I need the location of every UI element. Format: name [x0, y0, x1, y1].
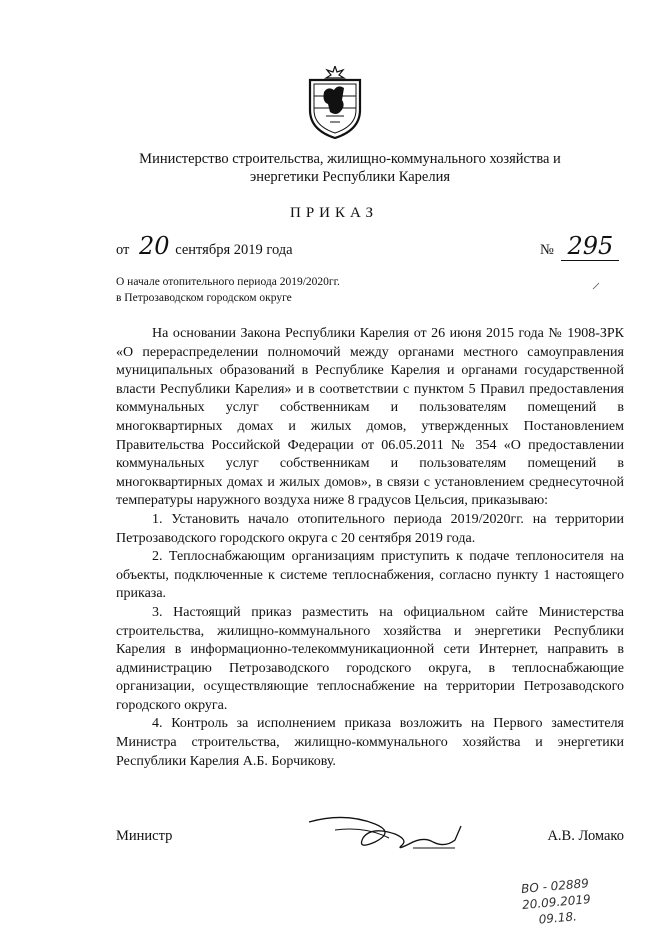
number-prefix: № [540, 242, 554, 258]
order-date [116, 232, 293, 260]
order-item-4: 4. Контроль за исполнением приказа возложить на Первого заместителя Министра строительства, жилищно-коммунального хозяйства и энергетики Республики Карелия А.Б. Борчикову. [116, 716, 624, 769]
intro-paragraph: На основании Закона Республики Карелия от 26 июня 2015 года № 1908-ЗРК «О перераспределении полномочий между органами местного самоуправления муниципальных образований в Республике Карелия и органами государственной власти Республики Карелия» и в соответствии с пунктом 5 Правил предоставления коммунальных услуг собственникам и пользователям помещений в многоквартирных домах и жилых домов, утвержденных Постановлением Правительства Российской Федерации от 06.05.2011 № 354 «О предоставлении коммунальных услуг собственникам и пользователям помещений в многоквартирных домах и жилых домов», в связи с установлением среднесуточной температуры наружного воздуха ниже 8 градусов Цельсия, приказываю: [116, 326, 624, 509]
date-day-handwritten: 20 [139, 232, 170, 260]
stamp-date: 20.09.2019 [521, 892, 592, 912]
signatory-position: Министр [116, 828, 173, 844]
order-item-3: 3. Настоящий приказ разместить на официальном сайте Министерства строительства, жилищно-коммунального хозяйства и энергетики Республики Карелия в информационно-телекоммуникационной сети Интернет, направить в администрацию Петрозаводского городского округа, в теплоснабжающие организации, осуществляющие теплоснабжение на территории Петрозаводского городского округа. [116, 604, 624, 713]
subject-line-1: О начале отопительного периода 2019/2020гг. [116, 276, 340, 288]
stamp-reg-number: ВО - 02889 [520, 876, 590, 896]
stamp-time: 09.18. [538, 909, 578, 927]
order-subject [116, 274, 340, 306]
coat-of-arms-emblem [304, 66, 366, 140]
registration-stamp [520, 875, 593, 929]
scan-mark [592, 282, 600, 290]
subject-line-2: в Петрозаводском городском округе [116, 292, 292, 304]
order-item-1: 1. Установить начало отопительного периода 2019/2020гг. на территории Петрозаводского городского округа с 20 сентября 2019 года. [116, 511, 624, 546]
number-value-handwritten: 295 [561, 232, 619, 261]
order-item-2: 2. Теплоснабжающим организациям приступить к подаче теплоносителя на объекты, подключенные к системе теплоснабжения, согласно пункту 1 настоящего приказа. [116, 549, 624, 602]
signatory-name: А.В. Ломако [547, 828, 624, 844]
handwritten-signature [305, 808, 465, 858]
date-prefix: от [116, 242, 130, 258]
order-number [540, 232, 619, 260]
order-body [116, 325, 624, 771]
document-title: ПРИКАЗ [290, 205, 378, 221]
ministry-name: Министерство строительства, жилищно-коммунального хозяйства и энергетики Республики Карелия [139, 151, 561, 185]
date-rest: сентября 2019 года [175, 242, 293, 258]
